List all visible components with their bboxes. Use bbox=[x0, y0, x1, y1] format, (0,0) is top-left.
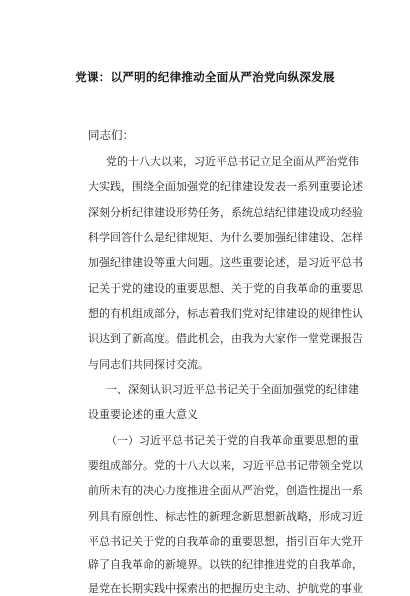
paragraph-line: 辟了自我革命的新境界。以铁的纪律推进党的自我革命， bbox=[88, 558, 363, 571]
document-title: 党课：以严明的纪律推动全面从严治党向纵深发展 bbox=[75, 70, 335, 84]
paragraph-line: 大实践，围绕全面加强党的纪律建设发表一系列重要论述 bbox=[88, 180, 363, 193]
paragraph-line: 想的有机组成部分，标志着我们党对纪律建设的规律性认 bbox=[88, 307, 363, 320]
section-heading-line: 一、深刻认识习近平总书记关于全面加强党的纪律建 bbox=[106, 383, 359, 396]
paragraph-line: 平总书记关于党的自我革命的重要思想，指引百年大党开 bbox=[88, 535, 363, 548]
paragraph-line: 前所未有的决心力度推进全面从严治党，创造性提出一系 bbox=[88, 484, 363, 497]
paragraph-line: 记关于党的建设的重要思想、关于党的自我革命的重要思 bbox=[88, 282, 363, 295]
paragraph-line: 党的十八大以来，习近平总书记立足全面从严治党伟 bbox=[106, 155, 359, 168]
paragraph-line: 深刻分析纪律建设形势任务，系统总结纪律建设成功经验 bbox=[88, 206, 363, 219]
paragraph-line: 加强纪律建设等重大问题。这些重要论述，是习近平总书 bbox=[88, 256, 363, 269]
paragraph-line: 科学回答什么是纪律规矩、为什么要加强纪律建设、怎样 bbox=[88, 231, 363, 244]
paragraph-line: （一）习近平总书记关于党的自我革命重要思想的重 bbox=[106, 434, 359, 447]
section-heading-line: 设重要论述的重大意义 bbox=[88, 408, 198, 421]
paragraph-line: 要组成部分。党的十八大以来，习近平总书记带领全党以 bbox=[88, 459, 363, 472]
paragraph-line: 与同志们共同探讨交流。 bbox=[88, 358, 209, 371]
paragraph-line: 识达到了新高度。借此机会，由我为大家作一堂党课报告 bbox=[88, 332, 363, 345]
paragraph-line: 列具有原创性、标志性的新理念新思想新战略，形成习近 bbox=[88, 510, 363, 523]
paragraph-line: 是党在长期实践中探索出的把握历史主动、护航党的事业 bbox=[88, 582, 363, 595]
salutation: 同志们： bbox=[88, 128, 134, 142]
